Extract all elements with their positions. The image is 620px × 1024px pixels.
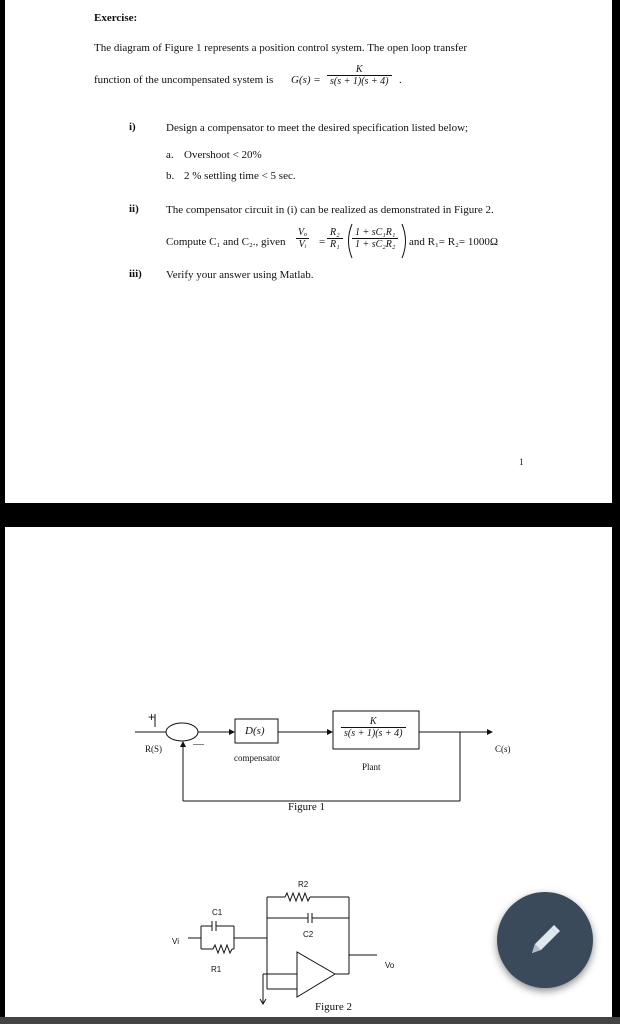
r1-zigzag (213, 945, 232, 953)
page-number: 1 (519, 457, 524, 467)
inner-numerator: 1 + sC₁R₁ (355, 227, 396, 238)
vo-symbol: Vₒ (298, 227, 307, 238)
item-text-2: The compensator circuit in (i) can be realized as demonstrated in Figure 2. (166, 204, 494, 216)
tf-numerator: K (355, 64, 363, 75)
plant-transfer-function (341, 716, 406, 739)
edit-fab-button[interactable] (497, 892, 593, 988)
figure-1-diagram (5, 527, 612, 827)
plant-numerator: K (369, 716, 377, 727)
plant-denominator: s(s + 1)(s + 4) (341, 727, 406, 739)
input-label: R(S) (145, 744, 163, 754)
period: . (399, 74, 402, 86)
vo-vi-fraction (295, 227, 310, 250)
compensator-ratio (352, 227, 398, 250)
document-page-1 (5, 0, 612, 503)
tf-denominator: s(s + 1)(s + 4) (327, 75, 392, 87)
intro-line-2: function of the uncompensated system is (94, 74, 274, 86)
bottom-bar (0, 1017, 620, 1024)
spec-label-b: b. (166, 170, 175, 182)
inner-denominator: 1 + sC₂R₂ (352, 238, 398, 250)
spec-overshoot: Overshoot < 20% (184, 149, 262, 161)
item-text-3: Verify your answer using Matlab. (166, 269, 314, 281)
exercise-heading: Exercise: (94, 12, 138, 24)
item-number-3: iii) (129, 268, 142, 280)
r1-symbol: R₁ (327, 238, 343, 250)
vo-label: Vo (385, 961, 395, 970)
vi-symbol: Vᵢ (296, 238, 310, 250)
g-lhs: G(s) = (291, 74, 321, 86)
intro-line-1: The diagram of Figure 1 represents a position control system. The open loop transfer (94, 42, 468, 54)
plus-sign: + (148, 710, 156, 724)
r2-label: R2 (298, 880, 309, 889)
compensator-label: compensator (234, 753, 280, 763)
r2-zigzag (285, 893, 310, 901)
output-label: C(s) (495, 744, 511, 754)
item-number-1: i) (129, 121, 136, 133)
pencil-icon (527, 922, 563, 958)
r1-label: R1 (211, 965, 222, 974)
figure-1-caption: Figure 1 (288, 801, 325, 813)
c2-label: C2 (303, 930, 314, 939)
vi-label: Vi (172, 937, 179, 946)
r2-r1-fraction (327, 227, 343, 250)
item-number-2: ii) (129, 203, 139, 215)
figure-2-caption: Figure 2 (315, 1001, 352, 1013)
compute-prefix: Compute C₁ and C₂., given (166, 236, 286, 248)
plant-label: Plant (362, 762, 381, 772)
op-amp (297, 952, 335, 997)
spec-label-a: a. (166, 149, 174, 161)
equals-sign: = (319, 236, 326, 248)
compute-suffix: and R₁= R₂= 1000Ω (409, 236, 499, 248)
spec-settling: 2 % settling time < 5 sec. (184, 170, 296, 182)
item-text-1: Design a compensator to meet the desired specification listed below; (166, 122, 469, 134)
c1-label: C1 (212, 908, 223, 917)
minus-sign: — (193, 738, 204, 750)
transfer-function (327, 64, 392, 87)
r2-symbol: R₂ (330, 227, 340, 238)
compensator-block-label: D(s) (245, 725, 265, 737)
